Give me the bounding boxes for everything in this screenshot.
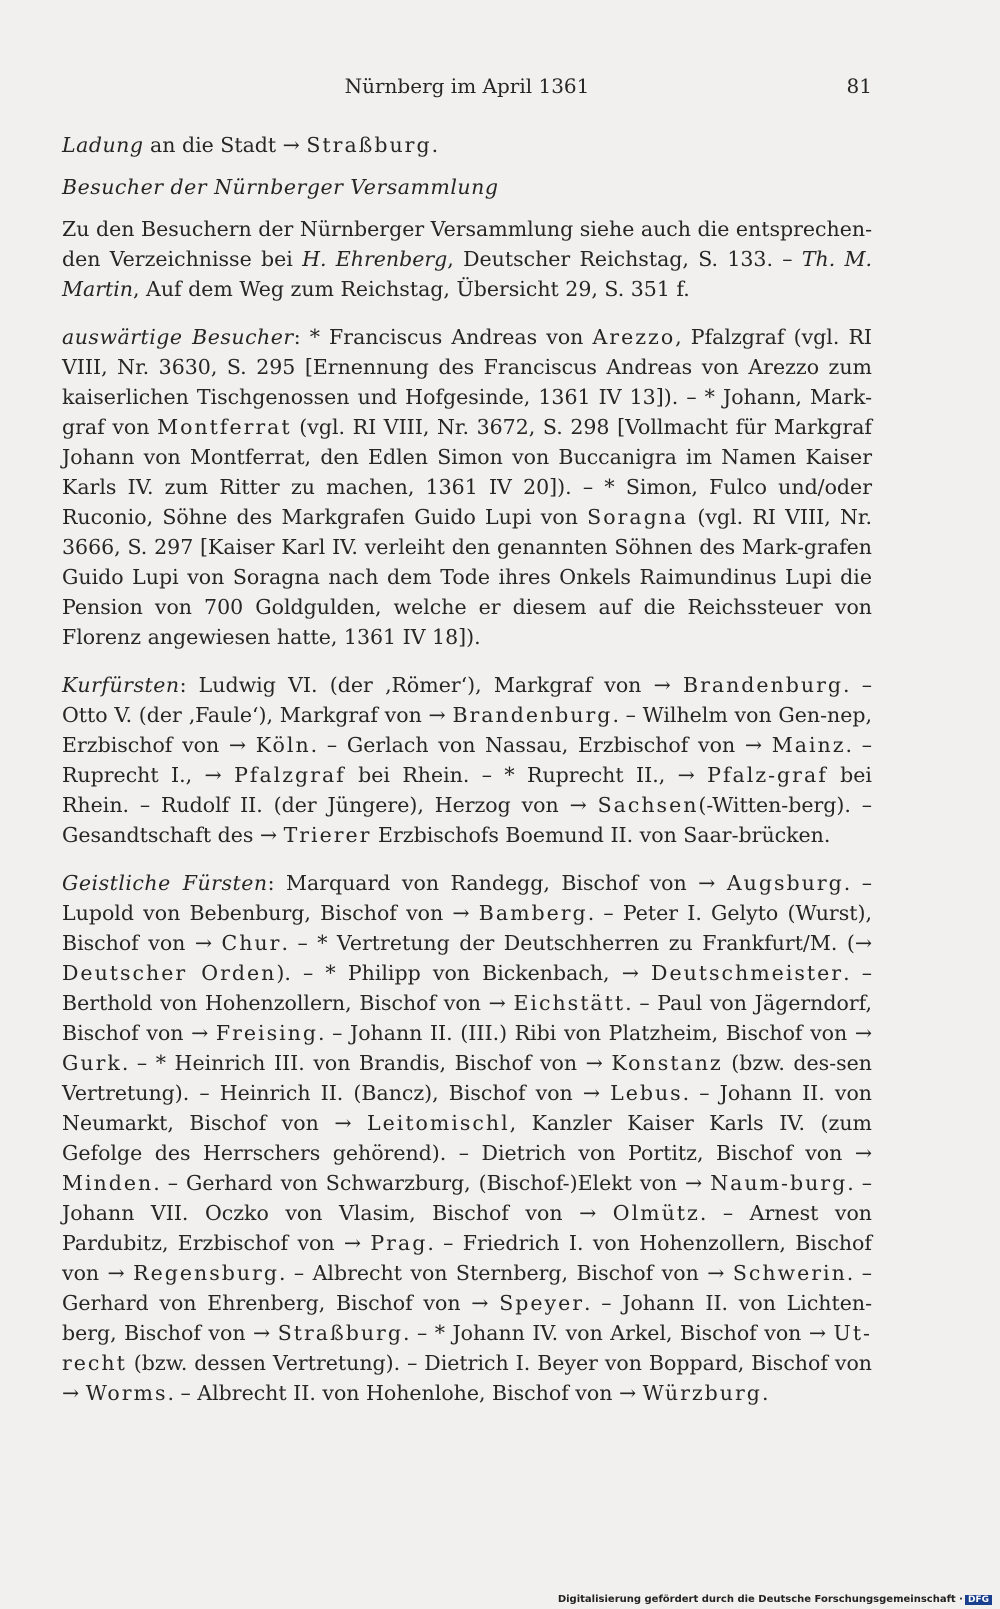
auswaertige-label: auswärtige Besucher xyxy=(62,325,294,349)
place-link: Würzburg xyxy=(642,1381,762,1405)
place-link: Freising xyxy=(215,1021,318,1045)
place-link: Worms xyxy=(85,1381,168,1405)
author-name: H. Ehrenberg xyxy=(302,247,448,271)
running-title: Nürnberg im April 1361 xyxy=(344,74,590,98)
besucher-heading: Besucher der Nürnberger Versammlung xyxy=(62,175,499,199)
place-link: Deutscher Orden xyxy=(62,961,277,985)
place-link: Straßburg xyxy=(277,1321,403,1345)
place-link: Leitomischl xyxy=(367,1111,510,1135)
kurfuersten-paragraph: Kurfürsten: Ludwig VI. (der ‚Römer‘), Markgraf von → Brandenburg. – Otto V. (der ‚Faule‘), Markgraf von → Brandenburg. – Wilhelm von Gen-nep, Erzbischof von → Köln. – Gerlach von Nassau, Erzbischof von → Mainz. – Ruprecht I., → Pfalzgraf bei Rhein. – * Ruprecht II., → Pfalz-graf bei Rhein. – Rudolf II. (der Jüngere), Herzog von → Sachsen(-Witten-berg). – Gesandtschaft des → Trierer Erzbischofs Boemund II. von Saar-brücken. xyxy=(62,673,872,847)
geistliche-paragraph: Geistliche Fürsten: Marquard von Randegg, Bischof von → Augsburg. – Lupold von Bebenburg, Bischof von → Bamberg. – Peter I. Gelyto (Wurst), Bischof von → Chur. – * Vertretung der Deutschherren zu Frankfurt/M. (→ Deutscher Orden). – * Philipp von Bickenbach, → Deutschmeister. – Berthold von Hohenzollern, Bischof von → Eichstätt. – Paul von Jägerndorf, Bischof von → Freising. – Johann II. (III.) Ribi von Platzheim, Bischof von → Gurk. – * Heinrich III. von Brandis, Bischof von → Konstanz (bzw. des-sen Vertretung). – Heinrich II. (Bancz), Bischof von → Lebus. – Johann II. von Neumarkt, Bischof von → Leitomischl, Kanzler Kaiser Karls IV. (zum Gefolge des Herrschers gehörend). – Dietrich von Portitz, Bischof von → Minden. – Gerhard von Schwarzburg, (Bischof-)Elekt von → Naum-burg. – Johann VII. Oczko von Vlasim, Bischof von → Olmütz. – Arnest von Pardubitz, Erzbischof von → Prag. – Friedrich I. von Hohenzollern, Bischof von → Regensburg. – Albrecht von Sternberg, Bischof von → Schwerin. – Gerhard von Ehrenberg, Bischof von → Speyer. – Johann II. von Lichten-berg, Bischof von → Straßburg. – * Johann IV. von Arkel, Bischof von → Ut-recht (bzw. dessen Vertretung). – Dietrich I. Beyer von Boppard, Bischof von → Worms. – Albrecht II. von Hohenlohe, Bischof von → Würzburg. xyxy=(62,871,873,1405)
place-link: Brandenburg xyxy=(452,703,613,727)
place-link: Arezzo xyxy=(592,325,676,349)
place-link: Schwerin xyxy=(732,1261,847,1285)
place-link: Mainz xyxy=(771,733,846,757)
geistliche-label: Geistliche Fürsten xyxy=(62,871,268,895)
place-link: Chur xyxy=(221,931,282,955)
place-link: Bamberg xyxy=(478,901,588,925)
place-link: Eichstätt xyxy=(513,991,626,1015)
place-link: Brandenburg xyxy=(683,673,843,697)
intro-paragraph: Zu den Besuchern der Nürnberger Versammlung siehe auch die entsprechen-den Verzeichnisse bei H. Ehrenberg, Deutscher Reichstag, S. 133. – Th. M. Martin, Auf dem Weg zum Reichstag, Übersicht 29, S. 351 f. xyxy=(62,217,872,301)
place-link: Köln xyxy=(255,733,311,757)
ladung-label: Ladung xyxy=(62,133,144,157)
running-header xyxy=(62,74,872,104)
kurfuersten-label: Kurfürsten xyxy=(62,673,180,697)
place-link: Deutschmeister xyxy=(651,961,844,985)
place-link: Ut-recht xyxy=(62,1321,872,1375)
place-link: Pfalz-graf xyxy=(707,763,828,787)
page-body xyxy=(62,130,872,1408)
auswaertige-paragraph: auswärtige Besucher: * Franciscus Andreas von Arezzo, Pfalzgraf (vgl. RI VIII, Nr. 3630, S. 295 [Ernennung des Franciscus Andreas von Arezzo zum kaiserlichen Tischgenossen und Hofgesinde, 1361 IV 13]). – * Johann, Mark-graf von Montferrat (vgl. RI VIII, Nr. 3672, S. 298 [Vollmacht für Markgraf Johann von Montferrat, den Edlen Simon von Buccanigra im Namen Kaiser Karls IV. zum Ritter zu machen, 1361 IV 20]). – * Simon, Fulco und/oder Ruconio, Söhne des Markgrafen Guido Lupi von Soragna (vgl. RI VIII, Nr. 3666, S. 297 [Kaiser Karl IV. verleiht den genannten Söhnen des Mark-grafen Guido Lupi von Soragna nach dem Tode ihres Onkels Raimundinus Lupi die Pension von 700 Goldgulden, welche er diesem auf die Reichssteuer von Florenz angewiesen hatte, 1361 IV 18]). xyxy=(62,325,872,649)
place-link: Soragna xyxy=(587,505,689,529)
place-link: Naum-burg xyxy=(710,1171,848,1195)
place-link: Speyer xyxy=(499,1291,585,1315)
place-link: Trierer xyxy=(283,823,372,847)
dfg-logo: DFG xyxy=(965,1595,992,1605)
place-link: Konstanz xyxy=(611,1051,723,1075)
place-link: Regensburg xyxy=(133,1261,279,1285)
place-link: Gurk xyxy=(62,1051,122,1075)
place-link: Augsburg xyxy=(726,871,844,895)
digitization-credit: Digitalisierung gefördert durch die Deutsche Forschungsgemeinschaft · DFG xyxy=(558,1594,992,1605)
place-link: Straßburg xyxy=(306,133,432,157)
place-link: Sachsen xyxy=(597,793,699,817)
book-page xyxy=(62,0,872,1609)
place-link: Prag xyxy=(370,1231,428,1255)
place-link: Montferrat xyxy=(157,415,292,439)
ladung-paragraph: Ladung an die Stadt → Straßburg. xyxy=(62,133,439,157)
place-link: Lebus xyxy=(610,1081,683,1105)
place-link: Olmütz xyxy=(612,1201,700,1225)
author-name: Th. M. Martin xyxy=(62,247,872,301)
place-link: Pfalzgraf xyxy=(234,763,346,787)
page-number: 81 xyxy=(846,74,872,98)
place-link: Minden xyxy=(62,1171,154,1195)
